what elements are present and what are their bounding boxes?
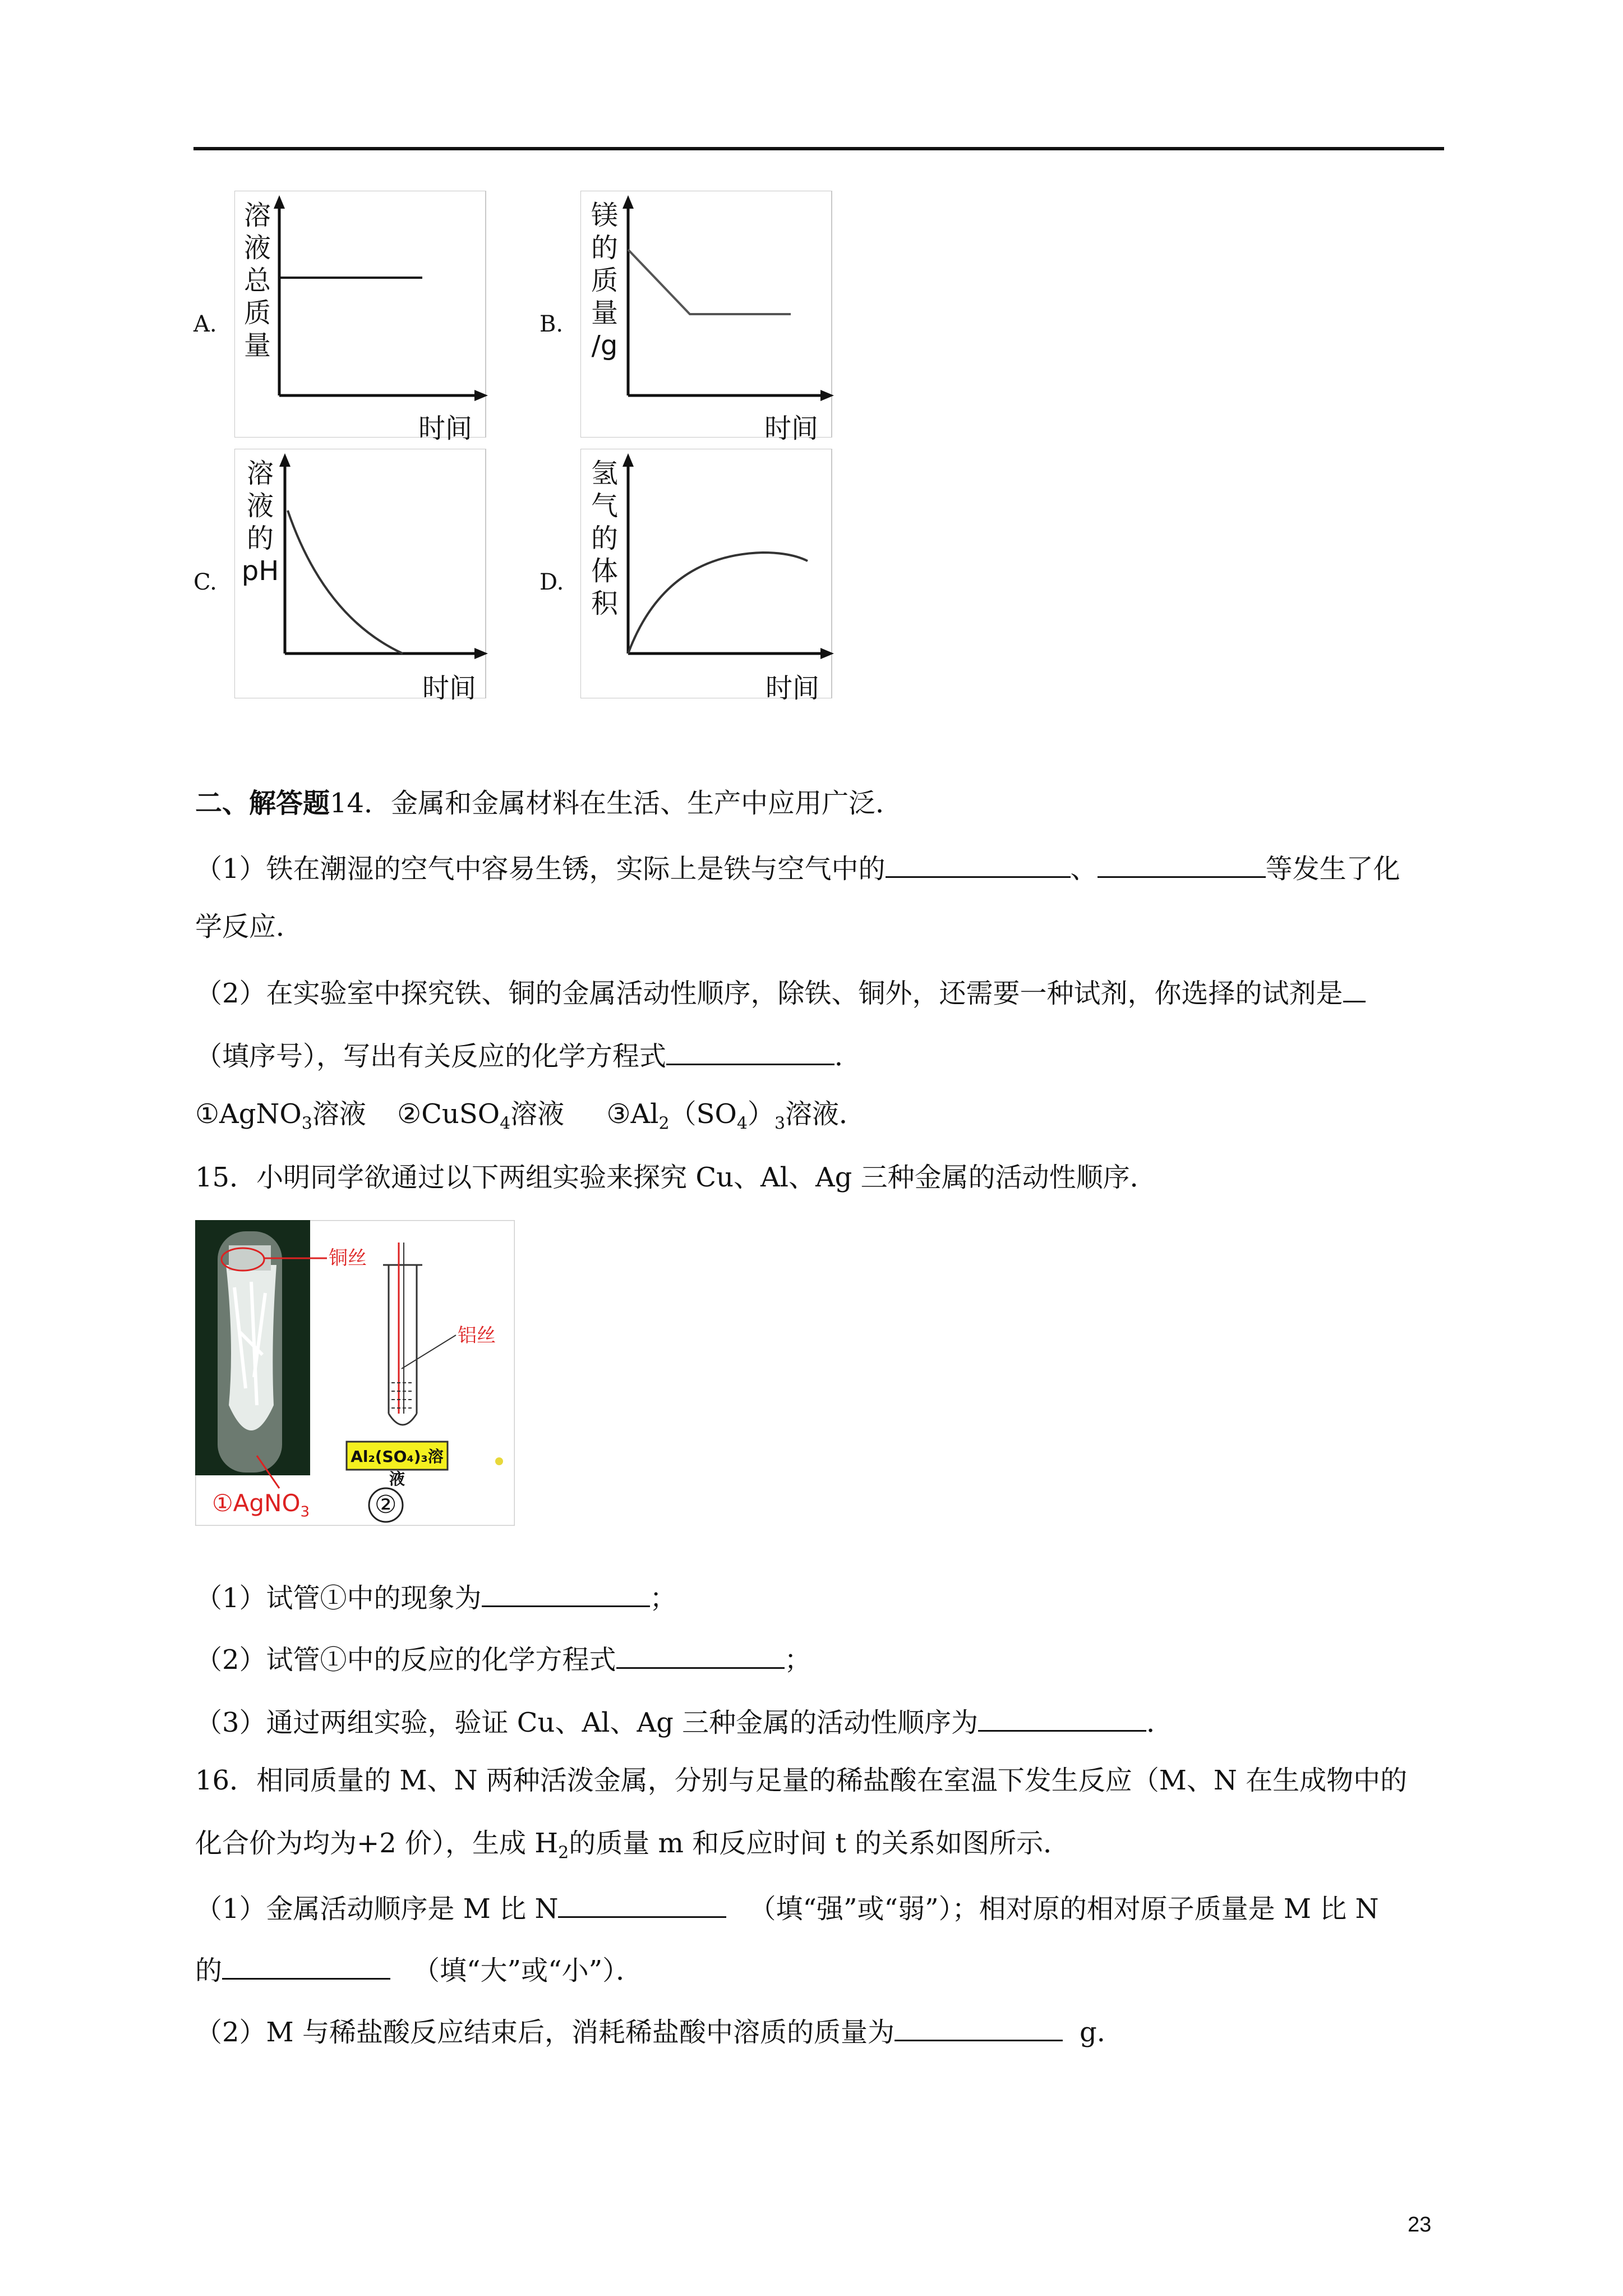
graph-d-xlabel: 时间 — [766, 673, 820, 704]
graph-c-xlabel: 时间 — [422, 673, 477, 704]
q14-p2b-text: （填序号），写出有关反应的化学方程式 — [195, 1041, 667, 1072]
q14-option-3-sub: 2 — [658, 1114, 670, 1134]
q14-option-1: ①AgNO — [195, 1098, 302, 1130]
tube-1-label: ①AgNO$_3$ — [212, 1489, 310, 1521]
q16-blank-1[interactable] — [558, 1892, 726, 1918]
q14-intro: 14．金属和金属材料在生活、生产中应用广泛． — [330, 788, 903, 819]
q14-option-3-tail: 溶液． — [785, 1098, 866, 1130]
option-d-label: D. — [540, 569, 564, 595]
q14-p2-line — [195, 976, 1366, 1007]
q14-blank-3[interactable] — [1343, 976, 1366, 1002]
tube-2-label: ② — [375, 1490, 397, 1519]
q14-option-3-sub3: 3 — [774, 1114, 786, 1134]
q15-blank-2[interactable] — [616, 1642, 785, 1669]
q15-p3-text: （3）通过两组实验，验证 Cu、Al、Ag 三种金属的活动性顺序为 — [195, 1707, 979, 1738]
q14-option-2: ②CuSO — [397, 1098, 500, 1130]
q15-blank-3[interactable] — [978, 1705, 1146, 1732]
graph-a-xlabel: 时间 — [418, 413, 473, 444]
q16-intro-b-text: 化合价为均为+2 价），生成 H — [195, 1828, 559, 1859]
q16-intro-b — [195, 1830, 1070, 1862]
q15-p1-line — [195, 1581, 677, 1612]
q16-p1-text: （1）金属活动顺序是 M 比 N — [195, 1893, 559, 1925]
section-heading-line — [195, 790, 902, 817]
graph-d — [580, 449, 838, 704]
graph-b-ylabel: 镁 的 质 量 /g — [591, 200, 618, 361]
q16-p1-tail: （填“强”或“弱”）；相对原的相对原子质量是 M 比 N — [749, 1893, 1379, 1925]
graph-b-xlabel: 时间 — [764, 413, 819, 444]
option-a-label: A. — [193, 311, 217, 337]
q14-option-2-sub: 4 — [500, 1114, 511, 1134]
q14-option-3-sub2: 4 — [736, 1114, 748, 1134]
q14-option-1-tail: 溶液 — [312, 1098, 366, 1130]
q14-option-2-tail: 溶液 — [510, 1098, 565, 1130]
solution-label: Al₂(SO₄)₃溶液 — [351, 1447, 444, 1488]
q15-p2-text: （2）试管①中的反应的化学方程式 — [195, 1644, 616, 1676]
q15-intro: 15．小明同学欲通过以下两组实验来探究 Cu、Al、Ag 三种金属的活动性顺序． — [195, 1162, 1157, 1193]
page-number: 23 — [1408, 2213, 1432, 2237]
q14-p2-end: ． — [834, 1041, 862, 1072]
graph-a — [234, 191, 492, 444]
q14-blank-2[interactable] — [1098, 852, 1266, 878]
section-heading: 二、解答题 — [195, 788, 330, 819]
option-c-label: C. — [193, 569, 217, 595]
q15-p1-end: ； — [649, 1582, 677, 1614]
q16-intro-b-sub: 2 — [558, 1843, 569, 1863]
q16-p1-line — [195, 1892, 1379, 1925]
q16-p2-text: （2）M 与稀盐酸反应结束后，消耗稀盐酸中溶质的质量为 — [195, 2017, 895, 2048]
q14-blank-1[interactable] — [886, 852, 1071, 878]
q14-option-3-mid: （SO — [669, 1098, 737, 1130]
q15-p3-end: ． — [1146, 1707, 1174, 1738]
aluminium-wire-label: 铝丝 — [458, 1324, 496, 1347]
q16-intro-b-tail: 的质量 m 和反应时间 t 的关系如图所示． — [569, 1828, 1071, 1859]
q16-blank-3[interactable] — [895, 2015, 1063, 2041]
graph-a-ylabel: 溶 液 总 质 量 — [243, 200, 271, 361]
q16-blank-2[interactable] — [222, 1953, 390, 1980]
graph-c — [234, 449, 492, 704]
header-rule — [193, 147, 1444, 150]
graph-c-ylabel: 溶 液 的 pH — [241, 458, 279, 587]
q16-p1c-line — [195, 1953, 643, 1984]
graph-b — [580, 191, 838, 444]
copper-wire-label: 铜丝 — [329, 1247, 367, 1269]
q15-p2-line — [195, 1642, 811, 1676]
q14-p1-sep: 、 — [1070, 853, 1098, 885]
q14-p1-text: （1）铁在潮湿的空气中容易生锈，实际上是铁与空气中的 — [195, 853, 886, 885]
q16-p2-end: g. — [1079, 2017, 1105, 2048]
q14-p1-tail: 等发生了化 — [1265, 853, 1400, 885]
q16-p1d-text: （填“大”或“小”）． — [413, 1955, 643, 1986]
q15-blank-1[interactable] — [482, 1581, 650, 1607]
graph-d-ylabel: 氢 气 的 体 积 — [591, 458, 618, 619]
q14-blank-4[interactable] — [666, 1039, 834, 1065]
q15-p3-line — [195, 1705, 1173, 1736]
q14-option-1-sub: 3 — [301, 1114, 312, 1134]
q16-p1c-text: 的 — [195, 1955, 223, 1986]
q14-p1c: 学反应． — [195, 911, 303, 942]
q16-p2-line — [195, 2015, 1105, 2046]
q14-p1-line — [195, 852, 1400, 885]
q14-p2-text: （2）在实验室中探究铁、铜的金属活动性顺序，除铁、铜外，还需要一种试剂，你选择的试剂是 — [195, 978, 1343, 1009]
q15-p1-text: （1）试管①中的现象为 — [195, 1582, 482, 1614]
q14-option-3-paren: ） — [747, 1098, 774, 1130]
q15-p2-end: ； — [784, 1644, 811, 1676]
experiment-photo — [195, 1220, 515, 1526]
q14-options — [195, 1098, 866, 1134]
q14-p2b-line — [195, 1039, 861, 1070]
q16-intro-a: 16．相同质量的 M、N 两种活泼金属，分别与足量的稀盐酸在室温下发生反应（M、N 在生成物中的 — [195, 1765, 1408, 1796]
q14-option-3: ③Al — [606, 1098, 659, 1130]
option-b-label: B. — [540, 311, 564, 337]
